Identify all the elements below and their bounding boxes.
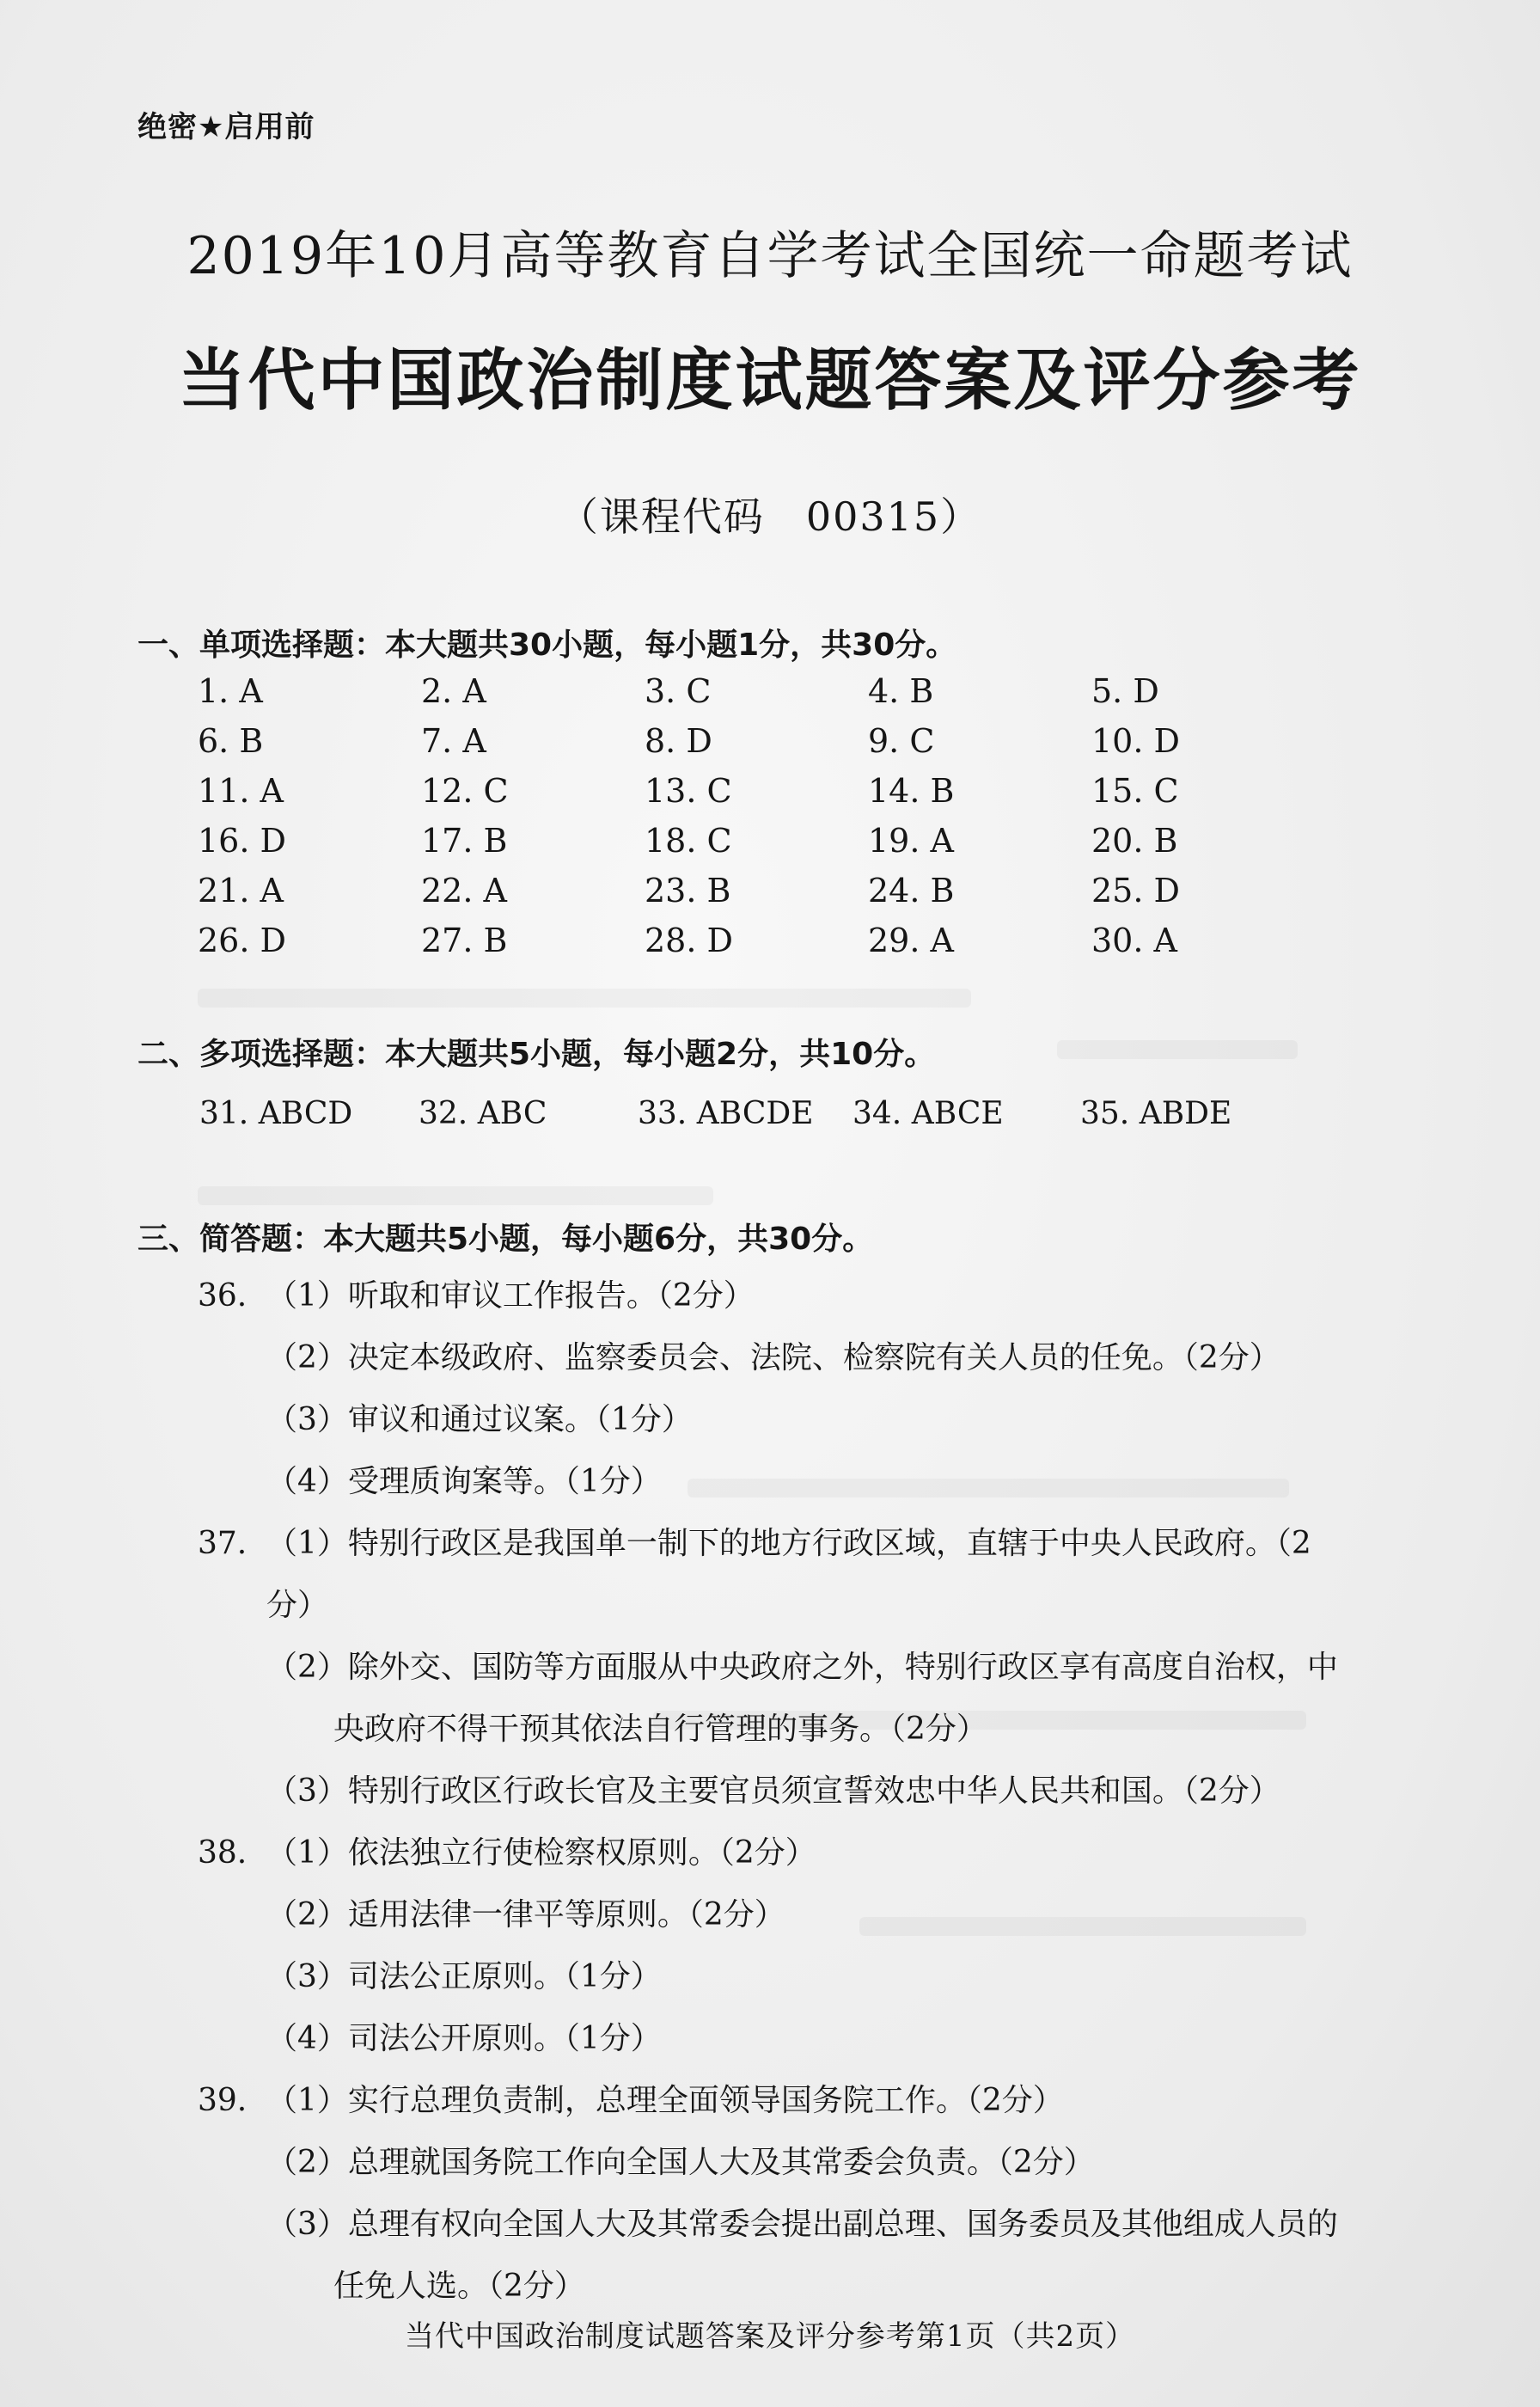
short-answer-block [198,1265,1338,2318]
answer-point: （1）特别行政区是我国单一制下的地方行政区域，直辖于中央人民政府。（2分） [266,1526,1311,1623]
answer-item: 24. B [868,872,955,910]
answer-item: 2. A [421,672,486,710]
answer-point-continued: 任免人选。（2分） [333,2269,585,2304]
question-37 [198,1513,1315,1637]
answer-item: 26. D [198,922,286,959]
answer-point: （1）实行总理负责制，总理全面领导国务院工作。（2分） [266,2083,1064,2118]
answer-point: （3）司法公正原则。（1分） [266,1959,662,1994]
answer-item: 18. C [645,822,732,860]
question-36 [198,1265,1315,1327]
answer-item: 5. D [1091,672,1159,710]
answer-point-continued: 央政府不得干预其依法自行管理的事务。（2分） [333,1712,987,1747]
answer-point: （4）司法公开原则。（1分） [266,2021,662,2056]
answer-point: （2）除外交、国防等方面服从中央政府之外，特别行政区享有高度自治权，中 [266,1650,1338,1685]
answer-item: 27. B [421,922,508,959]
answer-point: （3）特别行政区行政长官及主要官员须宣誓效忠中华人民共和国。（2分） [266,1773,1280,1809]
answer-item: 17. B [421,822,508,860]
question-number: 38. [198,1835,248,1871]
answer-item: 25. D [1091,872,1180,910]
answer-item: 3. C [645,672,712,710]
course-code: （课程代码 00315） [558,493,982,540]
answer-item: 10. D [1091,722,1180,760]
answer-item: 7. A [421,722,486,760]
answer-item: 11. A [198,772,284,810]
answer-point: （2）总理就国务院工作向全国人大及其常委会负责。（2分） [266,2145,1095,2180]
answer-item: 29. A [868,922,954,959]
answer-item: 32. ABC [419,1096,547,1131]
answer-item: 14. B [868,772,955,810]
question-number: 36. [198,1278,248,1314]
answer-item: 12. C [421,772,509,810]
answer-item: 23. B [645,872,731,910]
answer-item: 1. A [198,672,263,710]
answer-point: （4）受理质询案等。（1分） [266,1464,662,1499]
answer-item: 35. ABDE [1080,1096,1232,1131]
bleed-through-mark [198,989,971,1008]
question-39 [198,2070,1315,2132]
answer-item: 9. C [868,722,935,760]
classification-label: 绝密★启用前 [138,110,315,144]
answer-point: （1）依法独立行使检察权原则。（2分） [266,1835,816,1871]
answer-item: 6. B [198,722,264,760]
answer-point: （3）审议和通过议案。（1分） [266,1402,693,1437]
answer-point: （2）适用法律一律平等原则。（2分） [266,1897,785,1932]
answer-item: 21. A [198,872,284,910]
question-number: 37. [198,1526,248,1561]
answer-item: 8. D [645,722,712,760]
answer-item: 13. C [645,772,732,810]
section-heading-multiple-choice: 二、多项选择题：本大题共5小题，每小题2分，共10分。 [138,1037,936,1072]
answer-item: 22. A [421,872,507,910]
answer-point: （3）总理有权向全国人大及其常委会提出副总理、国务委员及其他组成人员的 [266,2207,1338,2242]
answer-item: 33. ABCDE [638,1096,814,1131]
answer-item: 34. ABCE [852,1096,1004,1131]
section-heading-single-choice: 一、单项选择题：本大题共30小题，每小题1分，共30分。 [138,628,957,663]
page-footer: 当代中国政治制度试题答案及评分参考第1页（共2页） [404,2319,1136,2354]
document-title: 当代中国政治制度试题答案及评分参考 [178,342,1362,420]
answer-item: 15. C [1091,772,1179,810]
answer-item: 16. D [198,822,286,860]
answer-item: 30. A [1091,922,1177,959]
question-number: 39. [198,2083,248,2118]
answer-item: 20. B [1091,822,1178,860]
exam-title: 2019年10月高等教育自学考试全国统一命题考试 [186,226,1354,286]
question-38 [198,1822,1315,1884]
bleed-through-mark [198,1186,713,1205]
answer-item: 19. A [868,822,954,860]
single-choice-answers [198,672,1229,959]
answer-item: 28. D [645,922,733,959]
answer-point: （1）听取和审议工作报告。（2分） [266,1278,755,1314]
section-heading-short-answer: 三、简答题：本大题共5小题，每小题6分，共30分。 [138,1222,874,1257]
answer-point: （2）决定本级政府、监察委员会、法院、检察院有关人员的任免。（2分） [266,1340,1280,1375]
bleed-through-mark [1057,1040,1298,1059]
answer-item: 31. ABCD [199,1096,353,1131]
multiple-choice-answers [199,1096,1304,1131]
answer-item: 4. B [868,672,934,710]
